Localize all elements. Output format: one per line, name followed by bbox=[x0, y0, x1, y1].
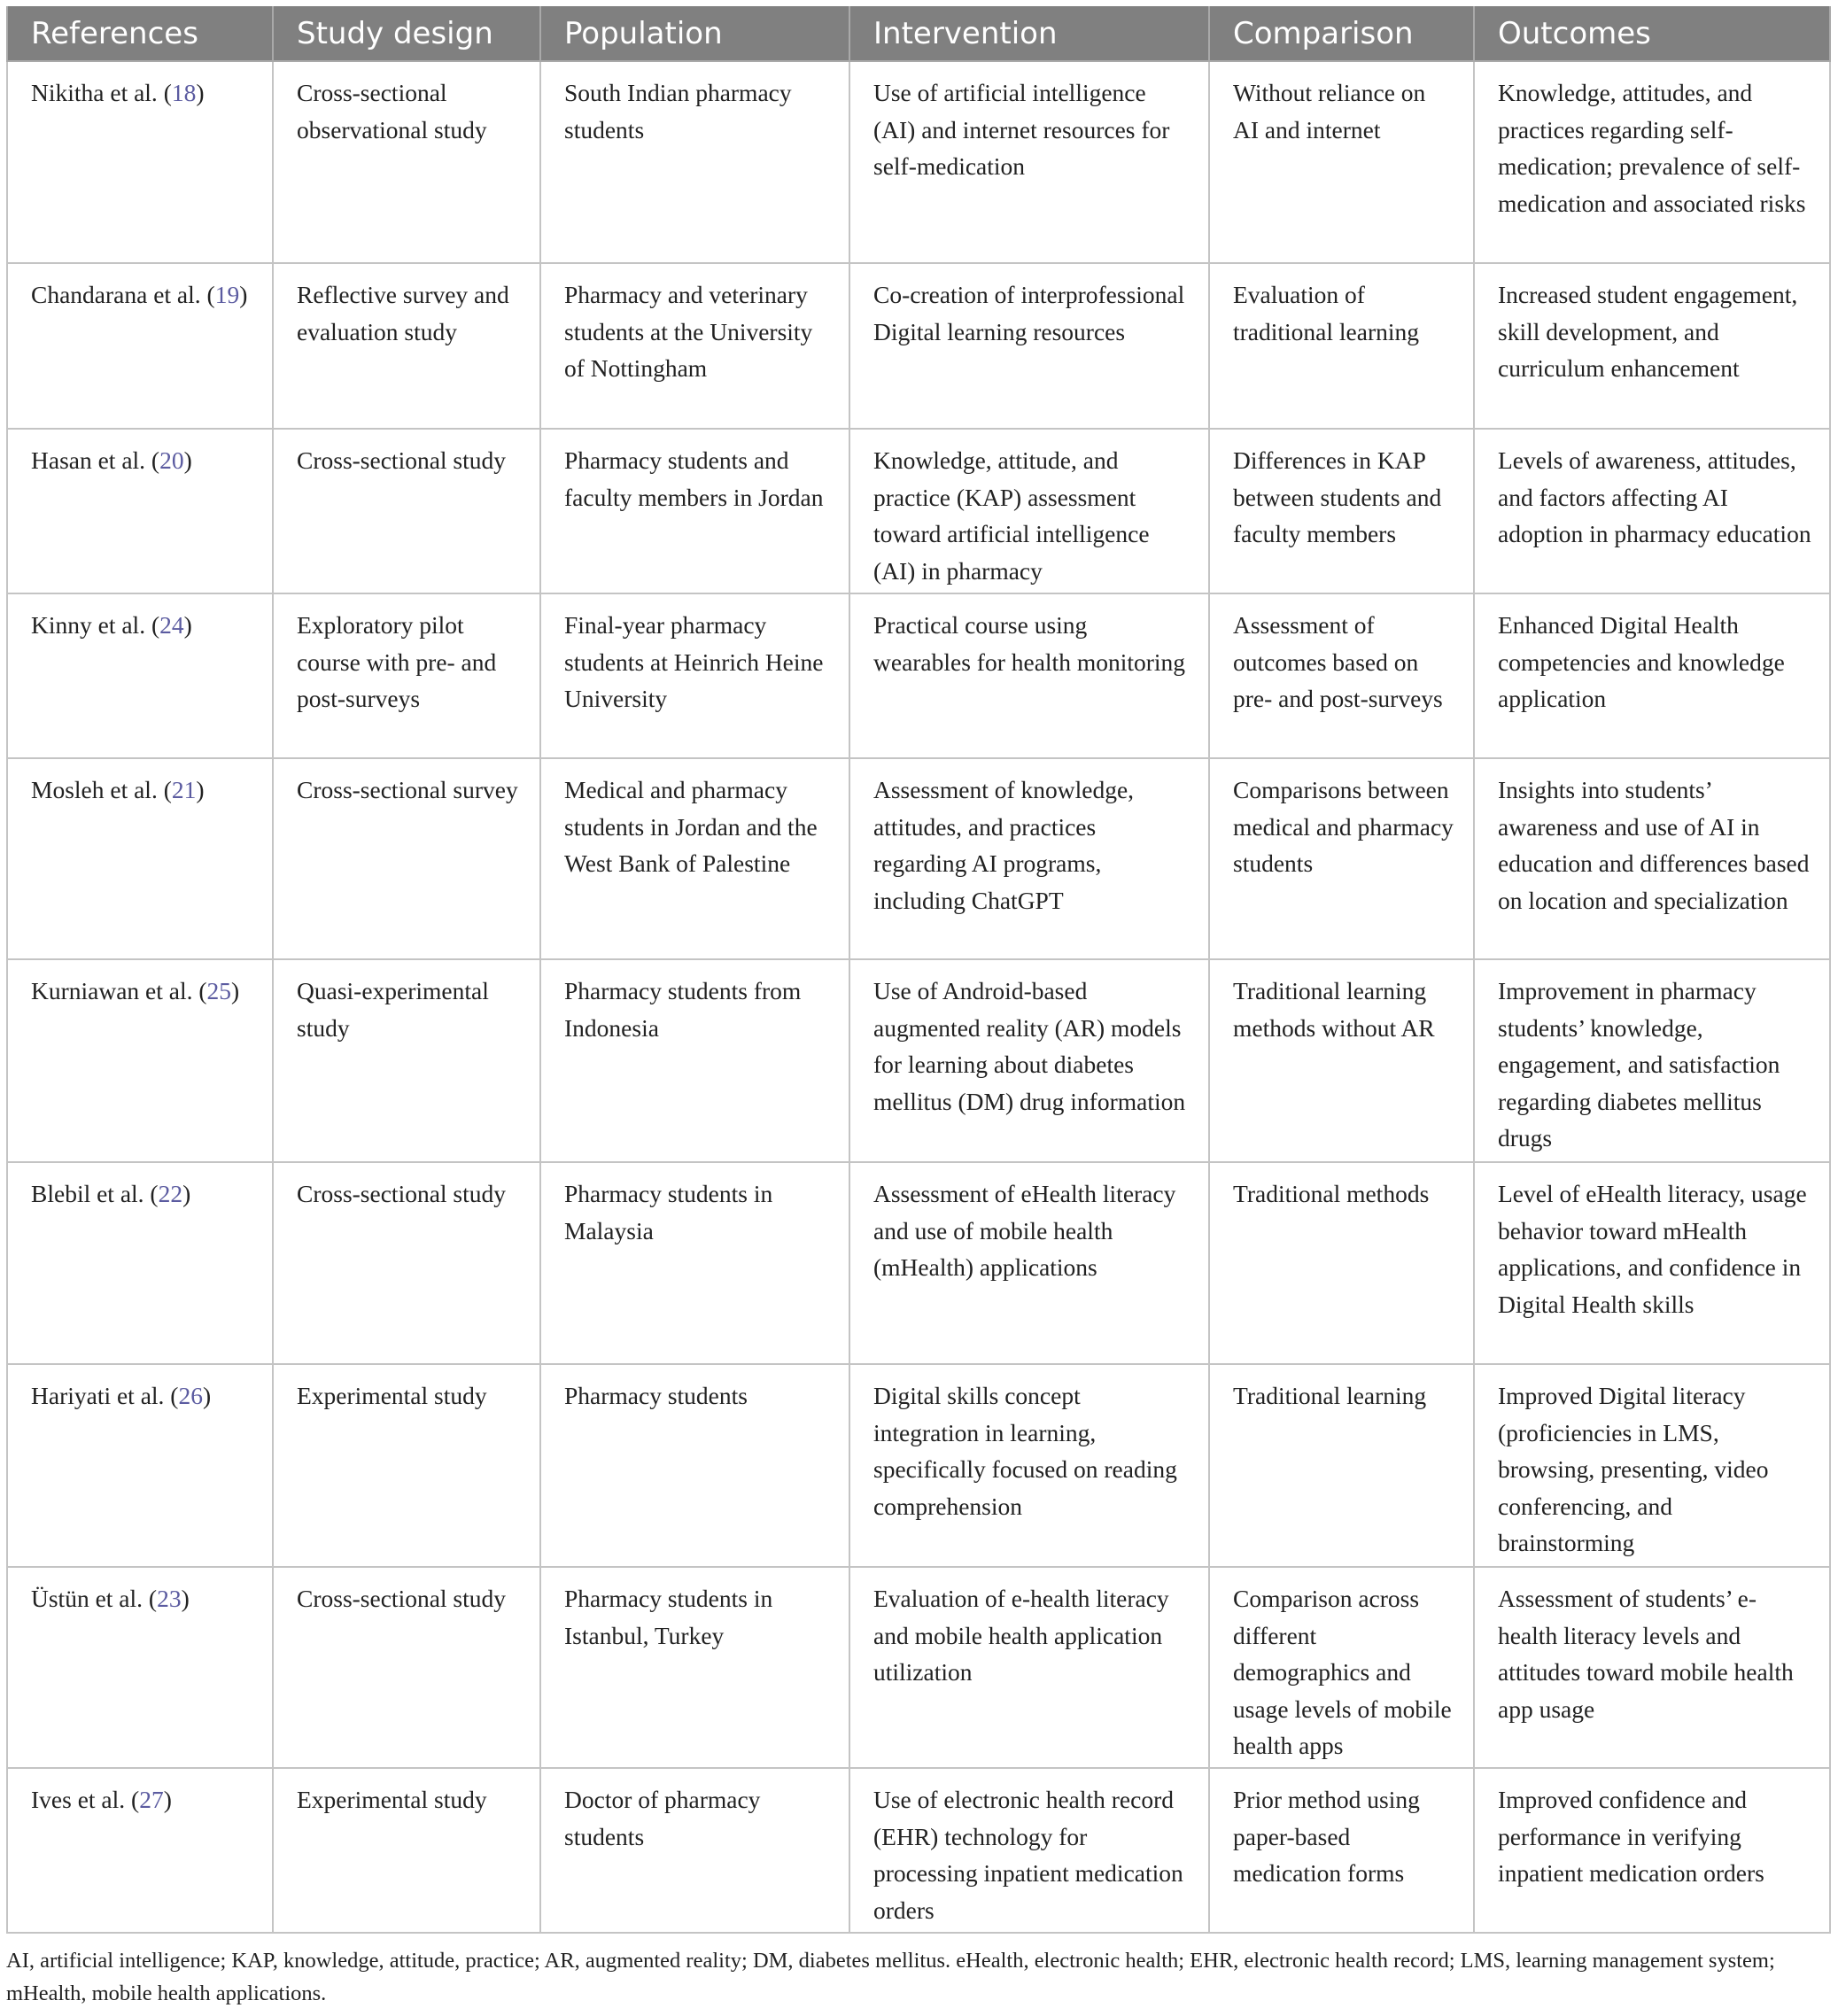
population-cell: Medical and pharmacy students in Jordan and the West Bank of Palestine bbox=[540, 758, 849, 959]
comparison-cell: Assessment of outcomes based on pre- and post-surveys bbox=[1209, 593, 1474, 758]
reference-cell: Hasan et al. (20) bbox=[7, 429, 273, 593]
author-name: Kinny et al. bbox=[31, 611, 146, 639]
comparison-cell: Comparison across different demographics and usage levels of mobile health apps bbox=[1209, 1567, 1474, 1768]
intervention-cell: Practical course using wearables for health monitoring bbox=[849, 593, 1209, 758]
reference-link[interactable]: 19 bbox=[214, 281, 240, 308]
header-outcomes: Outcomes bbox=[1474, 6, 1830, 61]
table-row bbox=[7, 758, 1830, 959]
design-cell: Reflective survey and evaluation study bbox=[273, 263, 540, 429]
author-name: Kurniawan et al. bbox=[31, 977, 193, 1004]
header-row bbox=[7, 6, 1830, 61]
reference-cell: Hariyati et al. (26) bbox=[7, 1364, 273, 1567]
outcomes-cell: Levels of awareness, attitudes, and factors affecting AI adoption in pharmacy education bbox=[1474, 429, 1830, 593]
table-row bbox=[7, 959, 1830, 1162]
reference-link[interactable]: 18 bbox=[171, 79, 197, 106]
outcomes-cell: Improvement in pharmacy students’ knowledge, engagement, and satisfaction regarding diabetes mellitus drugs bbox=[1474, 959, 1830, 1162]
design-cell: Cross-sectional study bbox=[273, 1162, 540, 1364]
design-cell: Exploratory pilot course with pre- and post-surveys bbox=[273, 593, 540, 758]
population-cell: Pharmacy and veterinary students at the University of Nottingham bbox=[540, 263, 849, 429]
author-name: Hasan et al. bbox=[31, 446, 146, 474]
design-cell: Experimental study bbox=[273, 1768, 540, 1933]
outcomes-cell: Level of eHealth literacy, usage behavior toward mHealth applications, and confidence in Digital Health skills bbox=[1474, 1162, 1830, 1364]
table-row bbox=[7, 1162, 1830, 1364]
population-cell: Doctor of pharmacy students bbox=[540, 1768, 849, 1933]
reference-cell: Üstün et al. (23) bbox=[7, 1567, 273, 1768]
outcomes-cell: Assessment of students’ e-health literacy levels and attitudes toward mobile health app usage bbox=[1474, 1567, 1830, 1768]
population-cell: Pharmacy students from Indonesia bbox=[540, 959, 849, 1162]
author-name: Chandarana et al. bbox=[31, 281, 201, 308]
intervention-cell: Use of Android-based augmented reality (AR) models for learning about diabetes mellitus (DM) drug information bbox=[849, 959, 1209, 1162]
reference-link[interactable]: 27 bbox=[139, 1786, 164, 1813]
reference-link[interactable]: 25 bbox=[206, 977, 232, 1004]
comparison-cell: Traditional methods bbox=[1209, 1162, 1474, 1364]
population-cell: Pharmacy students in Istanbul, Turkey bbox=[540, 1567, 849, 1768]
design-cell: Cross-sectional observational study bbox=[273, 61, 540, 263]
table-row bbox=[7, 593, 1830, 758]
studies-table bbox=[6, 6, 1831, 1934]
author-name: Blebil et al. bbox=[31, 1180, 144, 1207]
reference-cell: Kinny et al. (24) bbox=[7, 593, 273, 758]
outcomes-cell: Improved Digital literacy (proficiencies in LMS, browsing, presenting, video conferencing, and brainstorming bbox=[1474, 1364, 1830, 1567]
author-name: Ives et al. bbox=[31, 1786, 126, 1813]
comparison-cell: Traditional learning methods without AR bbox=[1209, 959, 1474, 1162]
table-row bbox=[7, 1364, 1830, 1567]
comparison-cell: Traditional learning bbox=[1209, 1364, 1474, 1567]
comparison-cell: Prior method using paper-based medication forms bbox=[1209, 1768, 1474, 1933]
header-population: Population bbox=[540, 6, 849, 61]
outcomes-cell: Improved confidence and performance in verifying inpatient medication orders bbox=[1474, 1768, 1830, 1933]
header-references: References bbox=[7, 6, 273, 61]
intervention-cell: Knowledge, attitude, and practice (KAP) assessment toward artificial intelligence (AI) in pharmacy bbox=[849, 429, 1209, 593]
reference-link[interactable]: 23 bbox=[157, 1585, 182, 1612]
population-cell: Pharmacy students bbox=[540, 1364, 849, 1567]
author-name: Mosleh et al. bbox=[31, 776, 158, 803]
table-row bbox=[7, 429, 1830, 593]
table-row bbox=[7, 1768, 1830, 1933]
outcomes-cell: Insights into students’ awareness and use of AI in education and differences based on location and specialization bbox=[1474, 758, 1830, 959]
reference-link[interactable]: 22 bbox=[158, 1180, 183, 1207]
intervention-cell: Assessment of knowledge, attitudes, and practices regarding AI programs, including ChatGPT bbox=[849, 758, 1209, 959]
header-comparison: Comparison bbox=[1209, 6, 1474, 61]
design-cell: Cross-sectional study bbox=[273, 429, 540, 593]
header-intervention: Intervention bbox=[849, 6, 1209, 61]
intervention-cell: Use of artificial intelligence (AI) and internet resources for self-medication bbox=[849, 61, 1209, 263]
intervention-cell: Use of electronic health record (EHR) technology for processing inpatient medication orders bbox=[849, 1768, 1209, 1933]
outcomes-cell: Knowledge, attitudes, and practices regarding self-medication; prevalence of self-medication and associated risks bbox=[1474, 61, 1830, 263]
comparison-cell: Without reliance on AI and internet bbox=[1209, 61, 1474, 263]
population-cell: Final-year pharmacy students at Heinrich Heine University bbox=[540, 593, 849, 758]
reference-link[interactable]: 21 bbox=[171, 776, 197, 803]
design-cell: Cross-sectional survey bbox=[273, 758, 540, 959]
reference-link[interactable]: 26 bbox=[178, 1382, 203, 1409]
intervention-cell: Assessment of eHealth literacy and use of mobile health (mHealth) applications bbox=[849, 1162, 1209, 1364]
comparison-cell: Comparisons between medical and pharmacy students bbox=[1209, 758, 1474, 959]
table-row bbox=[7, 1567, 1830, 1768]
intervention-cell: Co-creation of interprofessional Digital learning resources bbox=[849, 263, 1209, 429]
design-cell: Experimental study bbox=[273, 1364, 540, 1567]
population-cell: Pharmacy students and faculty members in Jordan bbox=[540, 429, 849, 593]
outcomes-cell: Enhanced Digital Health competencies and knowledge application bbox=[1474, 593, 1830, 758]
author-name: Üstün et al. bbox=[31, 1585, 143, 1612]
table-footnote: AI, artificial intelligence; KAP, knowledge, attitude, practice; AR, augmented reality; DM, diabetes mellitus. eHealth, electronic health; EHR, electronic health record; LMS, learning management system; mHealth, mobile health applications. bbox=[6, 1949, 1775, 2005]
reference-cell: Ives et al. (27) bbox=[7, 1768, 273, 1933]
outcomes-cell: Increased student engagement, skill development, and curriculum enhancement bbox=[1474, 263, 1830, 429]
population-cell: Pharmacy students in Malaysia bbox=[540, 1162, 849, 1364]
reference-link[interactable]: 20 bbox=[159, 446, 184, 474]
table-row bbox=[7, 61, 1830, 263]
author-name: Nikitha et al. bbox=[31, 79, 158, 106]
design-cell: Quasi-experimental study bbox=[273, 959, 540, 1162]
header-study-design: Study design bbox=[273, 6, 540, 61]
reference-cell: Nikitha et al. (18) bbox=[7, 61, 273, 263]
comparison-cell: Evaluation of traditional learning bbox=[1209, 263, 1474, 429]
intervention-cell: Digital skills concept integration in learning, specifically focused on reading comprehension bbox=[849, 1364, 1209, 1567]
design-cell: Cross-sectional study bbox=[273, 1567, 540, 1768]
reference-cell: Kurniawan et al. (25) bbox=[7, 959, 273, 1162]
table-row bbox=[7, 263, 1830, 429]
comparison-cell: Differences in KAP between students and faculty members bbox=[1209, 429, 1474, 593]
intervention-cell: Evaluation of e-health literacy and mobile health application utilization bbox=[849, 1567, 1209, 1768]
reference-cell: Chandarana et al. (19) bbox=[7, 263, 273, 429]
population-cell: South Indian pharmacy students bbox=[540, 61, 849, 263]
reference-link[interactable]: 24 bbox=[159, 611, 184, 639]
author-name: Hariyati et al. bbox=[31, 1382, 165, 1409]
reference-cell: Blebil et al. (22) bbox=[7, 1162, 273, 1364]
reference-cell: Mosleh et al. (21) bbox=[7, 758, 273, 959]
